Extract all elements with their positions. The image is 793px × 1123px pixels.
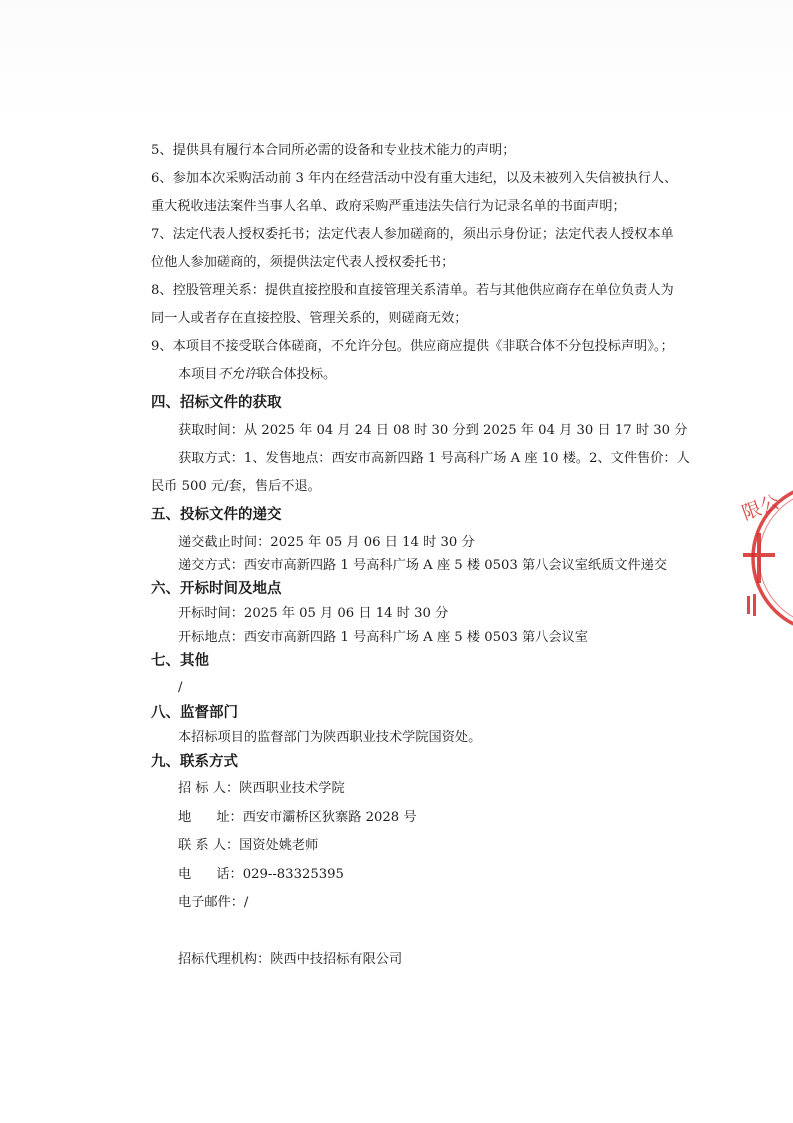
section-7-title: 七、其他	[151, 653, 209, 669]
consortium-note-post: 联合体投标。	[257, 367, 337, 382]
s5-deadline: 递交截止时间：2025 年 05 月 06 日 14 时 30 分	[178, 535, 475, 550]
s9-agency: 招标代理机构：陕西中技招标有限公司	[178, 952, 403, 967]
s6-opening-time: 开标时间：2025 年 05 月 06 日 14 时 30 分	[178, 606, 449, 621]
s4-acquisition-method-line2: 民币 500 元/套，售后不退。	[151, 479, 321, 494]
s9-contact: 联 系 人：国资处姚老师	[178, 838, 319, 853]
s6-opening-place: 开标地点：西安市高新四路 1 号高科广场 A 座 5 楼 0503 第八会议室	[178, 630, 588, 645]
s9-email: 电子邮件：/	[178, 895, 249, 910]
section-9-title: 九、联系方式	[151, 754, 238, 770]
qualification-item-6-line1: 6、参加本次采购活动前 3 年内在经营活动中没有重大违纪，以及未被列入失信被执行人、	[151, 171, 678, 186]
s9-phone: 电 话：029--83325395	[178, 867, 344, 882]
qualification-item-9: 9、本项目不接受联合体磋商，不允许分包。供应商应提供《非联合体不分包投标声明》。；	[151, 339, 674, 354]
qualification-item-8-line2: 同一人或者存在直接控股、管理关系的，则磋商无效；	[151, 311, 468, 326]
qualification-item-8-line1: 8、控股管理关系：提供直接控股和直接管理关系清单。若与其他供应商存在单位负责人为	[151, 283, 674, 298]
qualification-item-7-line2: 位他人参加磋商的，须提供法定代表人授权委托书；	[151, 255, 455, 270]
s7-content: /	[178, 680, 183, 695]
s4-acquisition-time: 获取时间：从 2025 年 04 月 24 日 08 时 30 分到 2025 年 04 月 30 日 17 时 30 分	[178, 423, 688, 438]
consortium-note	[178, 367, 336, 383]
company-seal	[735, 478, 793, 638]
qualification-item-5: 5、提供具有履行本合同所必需的设备和专业技术能力的声明；	[151, 143, 516, 158]
consortium-note-pre: 本项目	[178, 367, 218, 382]
scan-shadow	[0, 0, 793, 122]
s5-submission-method: 递交方式：西安市高新四路 1 号高科广场 A 座 5 楼 0503 第八会议室纸质文件递交	[178, 558, 668, 573]
s8-content: 本招标项目的监督部门为陕西职业技术学院国资处。	[178, 730, 482, 745]
section-6-title: 六、开标时间及地点	[151, 581, 282, 597]
seal-text: 限公	[739, 491, 783, 525]
section-4-title: 四、招标文件的获取	[151, 395, 282, 411]
s9-address: 地 址：西安市灞桥区狄寨路 2028 号	[178, 810, 417, 825]
qualification-item-6-line2: 重大税收违法案件当事人名单、政府采购严重违法失信行为记录名单的书面声明；	[151, 199, 626, 214]
seal-graphic	[735, 478, 793, 638]
section-8-title: 八、监督部门	[151, 705, 238, 721]
s9-tenderer: 招 标 人：陕西职业技术学院	[178, 781, 345, 796]
section-5-title: 五、投标文件的递交	[151, 507, 282, 523]
s4-acquisition-method-line1: 获取方式：1、发售地点：西安市高新四路 1 号高科广场 A 座 10 楼。2、文件售价：人	[178, 451, 690, 466]
qualification-item-7-line1: 7、法定代表人授权委托书；法定代表人参加磋商的，须出示身份证；法定代表人授权本单	[151, 227, 674, 242]
consortium-note-emphasis: 不允许	[217, 367, 258, 382]
